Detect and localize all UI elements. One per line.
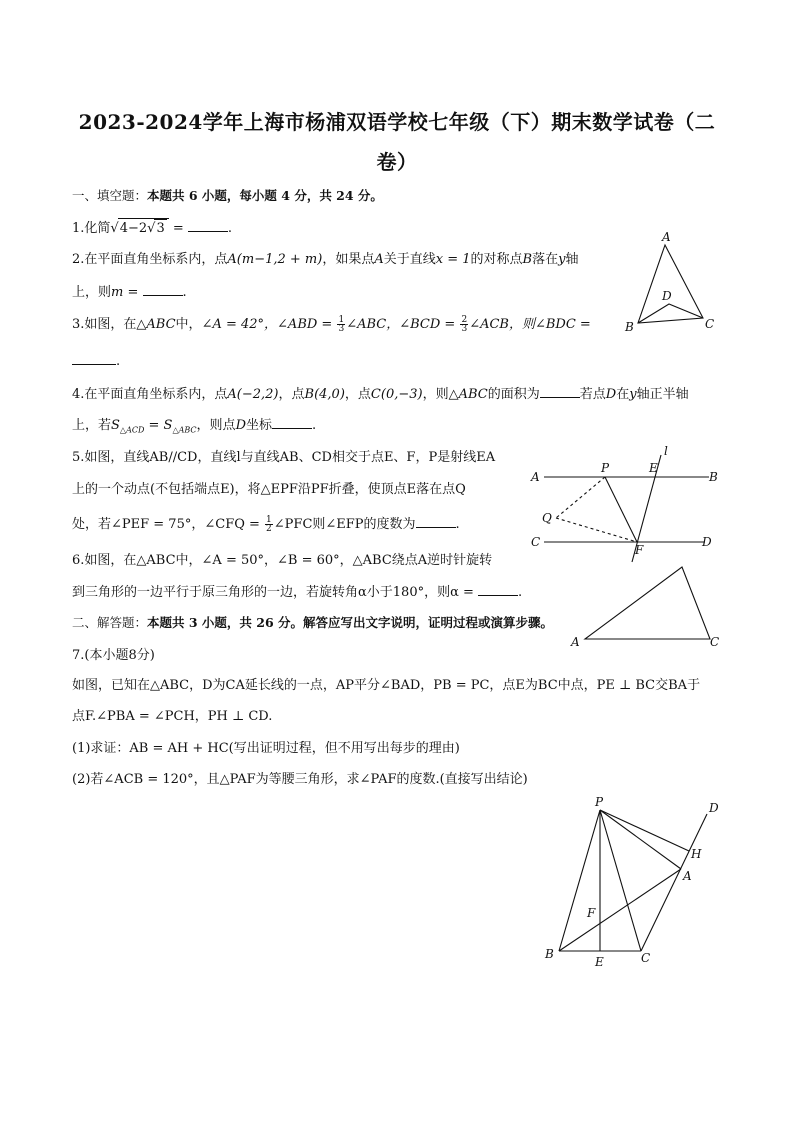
label-d: D <box>709 801 719 815</box>
answer-blank[interactable] <box>272 416 312 429</box>
question-7-part1: (1)求证：AB = AH + HC(写出证明过程，但不用写出每步的理由) <box>72 741 460 756</box>
label-b: B <box>545 947 554 961</box>
sqrt-sign: √ <box>110 221 119 236</box>
label-c: C <box>531 535 541 549</box>
question-7-line2: 点F.∠PBA = ∠PCH，PH ⊥ CD. <box>72 709 273 724</box>
question-4-line2: 上，若$S_{\triangle ACD} = S_{\triangle ABC}$，则点D坐标 . <box>72 418 317 435</box>
figure-q7-construction <box>535 790 735 975</box>
fraction-two-thirds: $\frac{2}{3}$ <box>461 315 468 334</box>
segment-ba <box>559 869 681 951</box>
line-cd <box>641 814 707 951</box>
exam-title-line2: 卷） <box>376 150 418 174</box>
answer-blank[interactable] <box>416 515 456 528</box>
exam-title-line1: 2023-2024学年上海市杨浦双语学校七年级（下）期末数学试卷（二 <box>78 110 716 134</box>
fraction-one-third: $\frac{1}{3}$ <box>338 315 345 334</box>
label-h: H <box>691 847 702 861</box>
label-p: P <box>595 795 604 809</box>
question-4-line1: 4.在平面直角坐标系内，点A(−2,2)，点B(4,0)，点C(0,−3)，则△ABC的面积为 若点D在y轴正半轴 <box>72 387 689 402</box>
segment-pc <box>600 810 641 951</box>
label-e: E <box>595 955 604 969</box>
figure-q3-triangle <box>620 228 730 338</box>
segment-pb <box>559 810 600 951</box>
segment-qf <box>556 518 637 542</box>
triangle-abc <box>638 245 703 323</box>
question-6-line1: 6.如图，在△ABC中，∠A = 50°，∠B = 60°，△ABC绕点A逆时针旋转 <box>72 553 493 568</box>
figure-q5-parallel-lines <box>525 440 730 570</box>
label-c: C <box>641 951 651 965</box>
question-5-line1: 5.如图，直线AB//CD，直线l与直线AB、CD相交于点E、F，P是射线EA <box>72 450 496 465</box>
question-7-part2: (2)若∠ACB = 120°，且△PAF为等腰三角形，求∠PAF的度数.(直接写出结论) <box>72 772 528 787</box>
answer-blank[interactable] <box>540 385 580 398</box>
label-e: E <box>649 461 658 475</box>
label-b: B <box>709 470 718 484</box>
label-a: A <box>683 869 692 883</box>
label-d: D <box>662 289 672 303</box>
label-d: D <box>702 535 712 549</box>
label-a: A <box>662 230 671 244</box>
label-a: A <box>571 635 580 649</box>
label-b: B <box>625 320 634 334</box>
segment-pa <box>600 810 681 869</box>
label-q: Q <box>542 511 552 525</box>
question-5-line2: 上的一个动点(不包括端点E)，将△EPF沿PF折叠，使顶点E落在点Q <box>72 482 466 497</box>
question-7-head: 7.(本小题8分) <box>72 648 155 663</box>
answer-blank[interactable] <box>188 219 228 232</box>
segment-ph <box>600 810 689 851</box>
sqrt-radicand: 4−2√3 <box>118 218 169 238</box>
label-f: F <box>635 543 644 557</box>
figure-q6-triangle <box>565 560 725 655</box>
question-2-line2: 上，则m = . <box>72 285 187 300</box>
label-l: l <box>664 444 668 458</box>
question-1: 1.化简√4−2√3 = . <box>72 218 232 238</box>
question-5-line3: 处，若∠PEF = 75°，∠CFQ = $\frac{1}{2}$ ∠PFC则∠EFP的度数为 . <box>72 515 460 534</box>
label-c: C <box>710 635 720 649</box>
answer-blank[interactable] <box>72 352 116 365</box>
label-a: A <box>531 470 540 484</box>
question-7-line1: 如图，已知在△ABC，D为CA延长线的一点，AP平分∠BAD，PB = PC，点E为BC中点，PE ⊥ BC交BA于 <box>72 678 701 693</box>
question-2-line1: 2.在平面直角坐标系内，点A(m−1,2 + m)，如果点A关于直线x = 1的对称点B落在y轴 <box>72 252 579 267</box>
question-3-line2: . <box>72 352 120 371</box>
section2-heading: 二、解答题：本题共 3 小题，共 26 分。解答应写出文字说明，证明过程或演算步骤。 <box>72 615 554 630</box>
segment-pq <box>556 477 605 518</box>
fraction-one-half: $\frac{1}{2}$ <box>266 515 272 534</box>
label-p: P <box>601 461 610 475</box>
triangle-abc <box>585 567 710 639</box>
label-f: F <box>587 906 596 920</box>
question-6-line2: 到三角形的一边平行于原三角形的一边，若旋转角α小于180°，则α = . <box>72 585 523 600</box>
label-c: C <box>705 317 715 331</box>
segment-pf <box>605 477 637 542</box>
answer-blank[interactable] <box>143 283 183 296</box>
question-3-line1: 3.如图，在△ABC中，∠A = 42°，∠ABD = $\frac{1}{3}$ ∠ABC，∠BCD = $\frac{2}{3}$ ∠ACB，则∠BDC = <box>72 315 591 334</box>
answer-blank[interactable] <box>478 583 518 596</box>
section1-heading: 一、填空题：本题共 6 小题，每小题 4 分，共 24 分。 <box>72 188 383 203</box>
